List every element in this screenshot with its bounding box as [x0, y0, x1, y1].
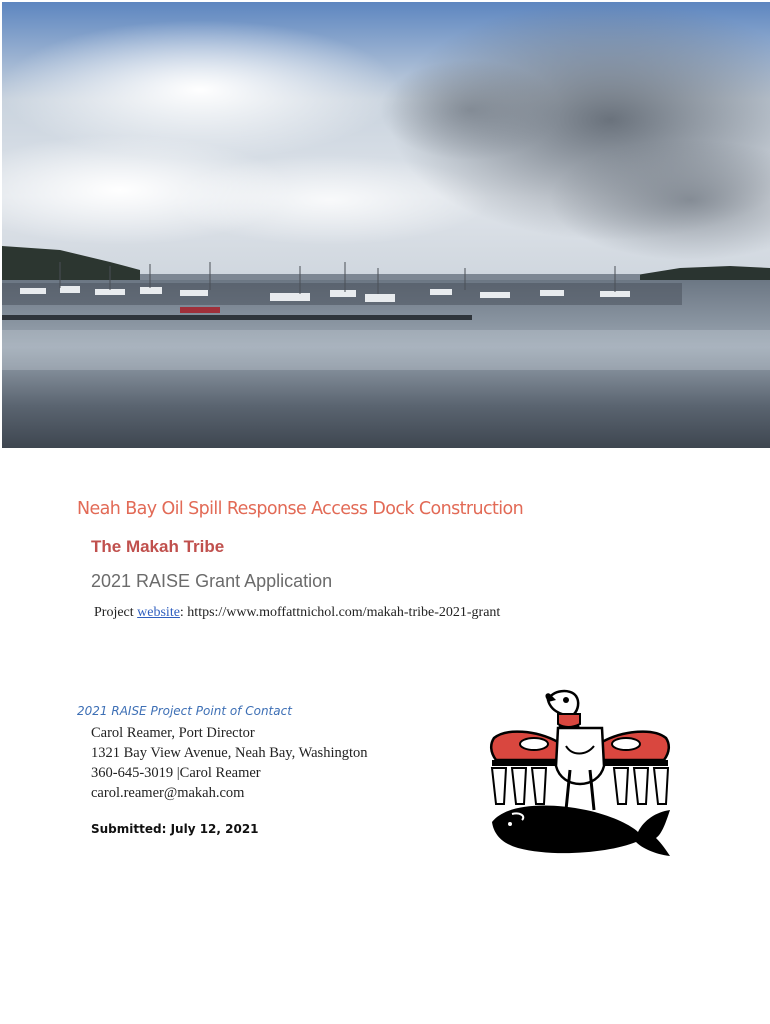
contact-address: 1321 Bay View Avenue, Neah Bay, Washington	[91, 745, 368, 761]
grant-application-label: 2021 RAISE Grant Application	[91, 571, 333, 591]
makah-thunderbird-whale-icon	[486, 686, 674, 858]
submitted-date: Submitted: July 12, 2021	[91, 822, 259, 836]
organization-name: The Makah Tribe	[91, 537, 225, 556]
project-website-line	[94, 605, 500, 621]
contact-block	[91, 723, 368, 803]
website-prefix: Project	[94, 605, 138, 620]
document-title: Neah Bay Oil Spill Response Access Dock Construction	[77, 499, 524, 519]
website-url: : https://www.moffattnichol.com/makah-tribe-2021-grant	[179, 605, 501, 620]
website-link[interactable]: website	[137, 605, 180, 620]
contact-email: carol.reamer@makah.com	[91, 785, 245, 801]
cover-photo	[0, 0, 770, 448]
contact-phone: 360-645-3019 |Carol Reamer	[91, 765, 261, 781]
point-of-contact-heading: 2021 RAISE Project Point of Contact	[77, 704, 292, 718]
contact-name-title: Carol Reamer, Port Director	[91, 725, 255, 741]
